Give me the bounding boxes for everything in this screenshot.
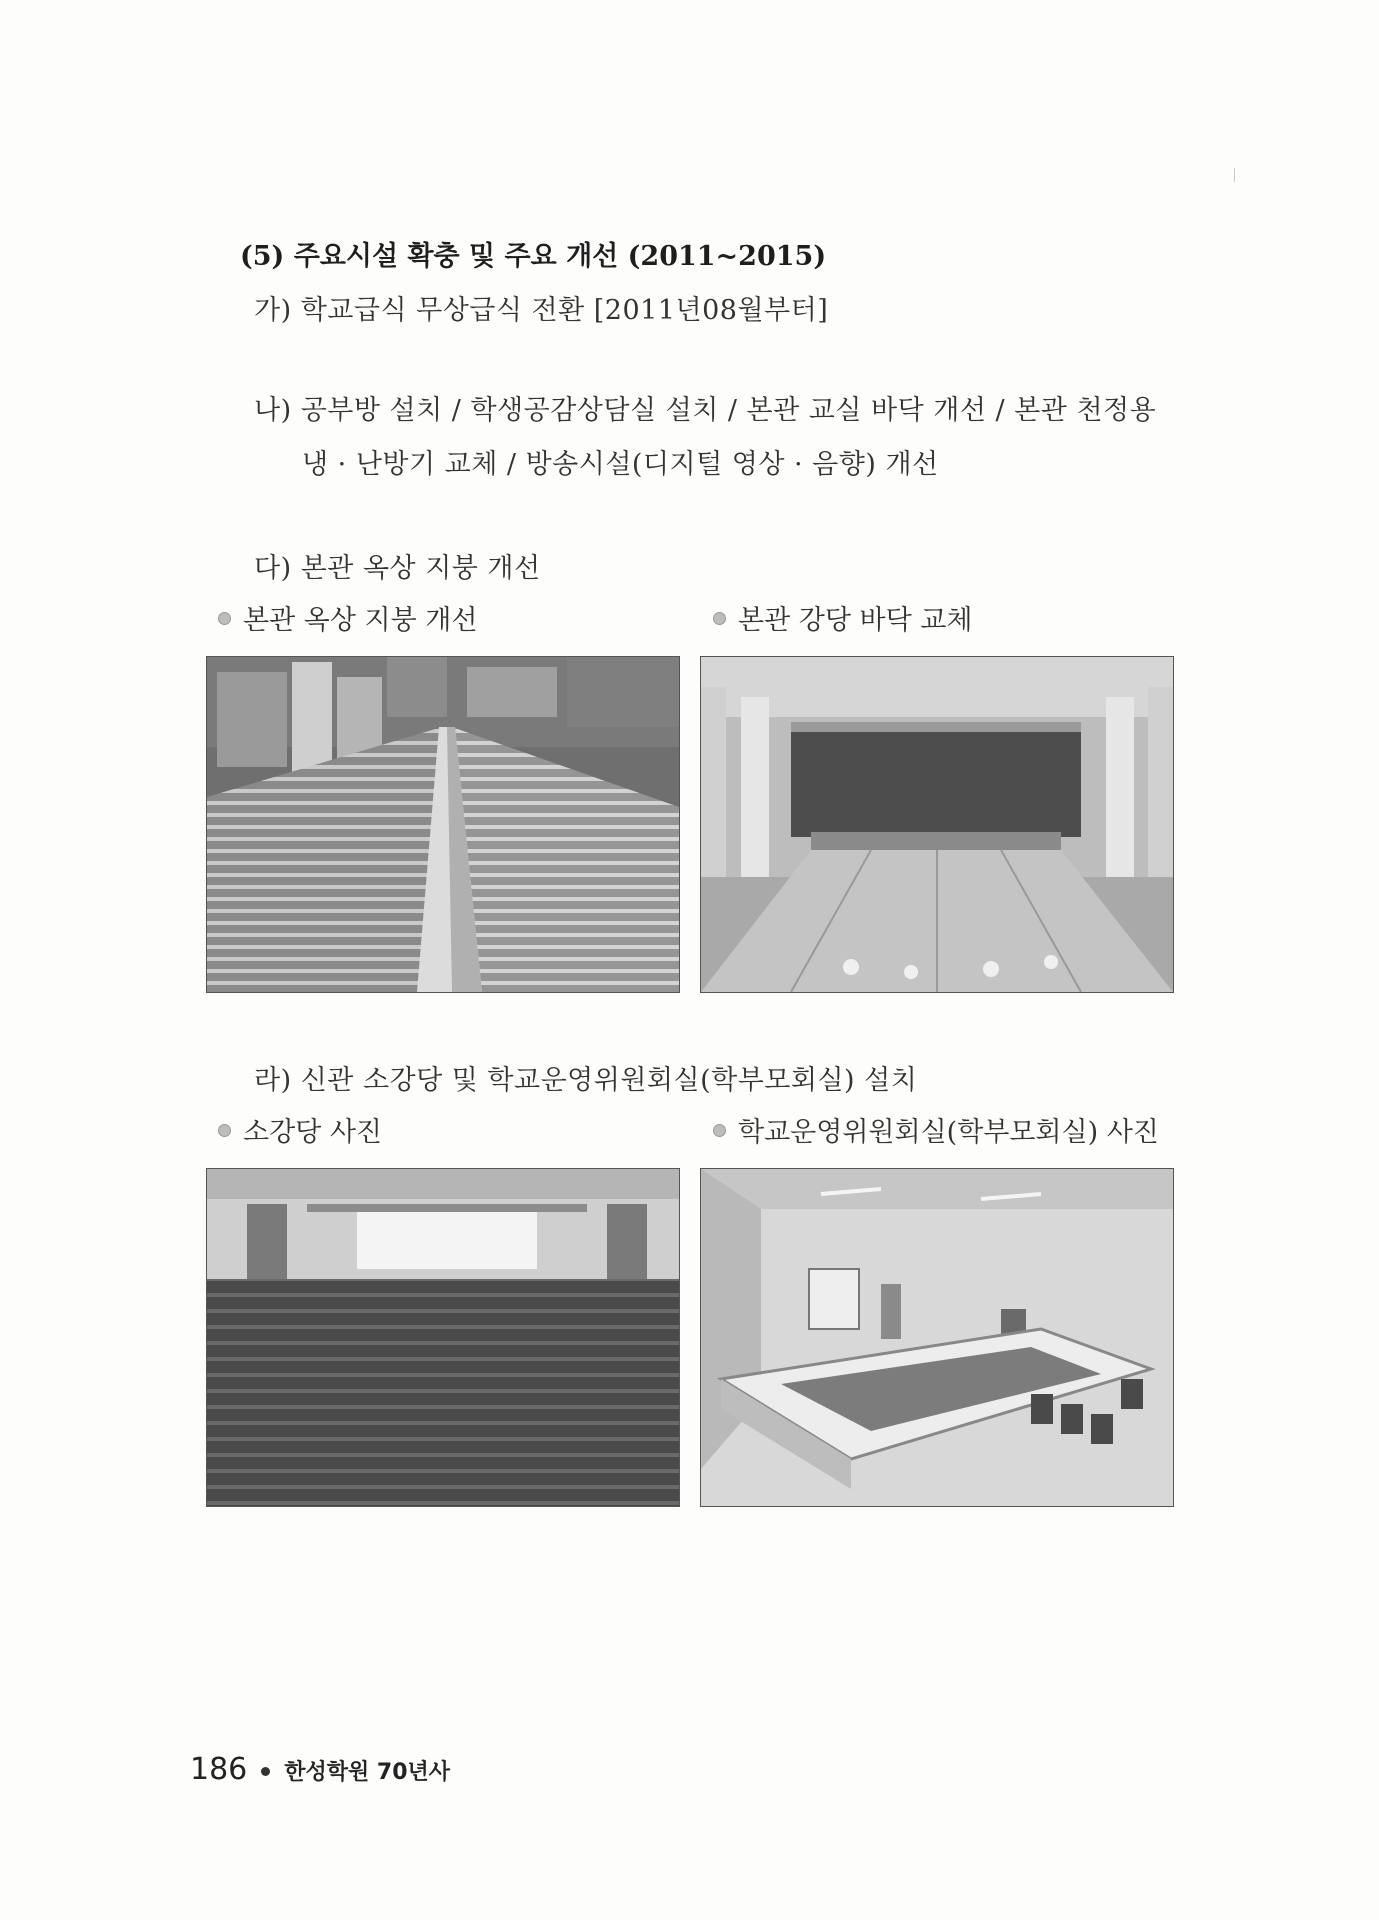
bullet-icon: [713, 612, 726, 625]
photo-auditorium-floor: [700, 656, 1174, 993]
bullet-icon: [713, 1124, 726, 1137]
page-edge-mark: [1234, 168, 1235, 182]
caption-roof-text: 본관 옥상 지붕 개선: [243, 605, 478, 636]
photo-roof: [206, 656, 680, 993]
caption-roof: [218, 598, 477, 637]
bullet-icon: [218, 612, 231, 625]
caption-small-auditorium: [218, 1110, 382, 1149]
caption-auditorium-floor-text: 본관 강당 바닥 교체: [738, 605, 973, 636]
item-ra: 라) 신관 소강당 및 학교운영위원회실(학부모회실) 설치: [254, 1065, 918, 1096]
item-da: 다) 본관 옥상 지붕 개선: [254, 553, 541, 584]
item-na-line2: 냉 · 난방기 교체 / 방송시설(디지털 영상 · 음향) 개선: [302, 449, 939, 480]
bullet-icon: [218, 1124, 231, 1137]
caption-committee-room: [713, 1110, 1159, 1149]
item-ga: 가) 학교급식 무상급식 전환 [2011년08월부터]: [254, 295, 829, 326]
separator-dot-icon: [261, 1767, 270, 1776]
caption-small-auditorium-text: 소강당 사진: [243, 1117, 382, 1148]
photo-committee-room: [700, 1168, 1174, 1507]
item-na-line1: 나) 공부방 설치 / 학생공감상담실 설치 / 본관 교실 바닥 개선 / 본관 천정용: [254, 395, 1157, 426]
photo-small-auditorium: [206, 1168, 680, 1507]
page-number: 186: [190, 1752, 248, 1787]
caption-auditorium-floor: [713, 598, 972, 637]
page-footer: [190, 1752, 450, 1787]
section-heading: (5) 주요시설 확충 및 주요 개선 (2011~2015): [240, 241, 827, 272]
book-title: 한성학원 70년사: [284, 1760, 451, 1785]
caption-committee-room-text: 학교운영위원회실(학부모회실) 사진: [738, 1117, 1159, 1148]
